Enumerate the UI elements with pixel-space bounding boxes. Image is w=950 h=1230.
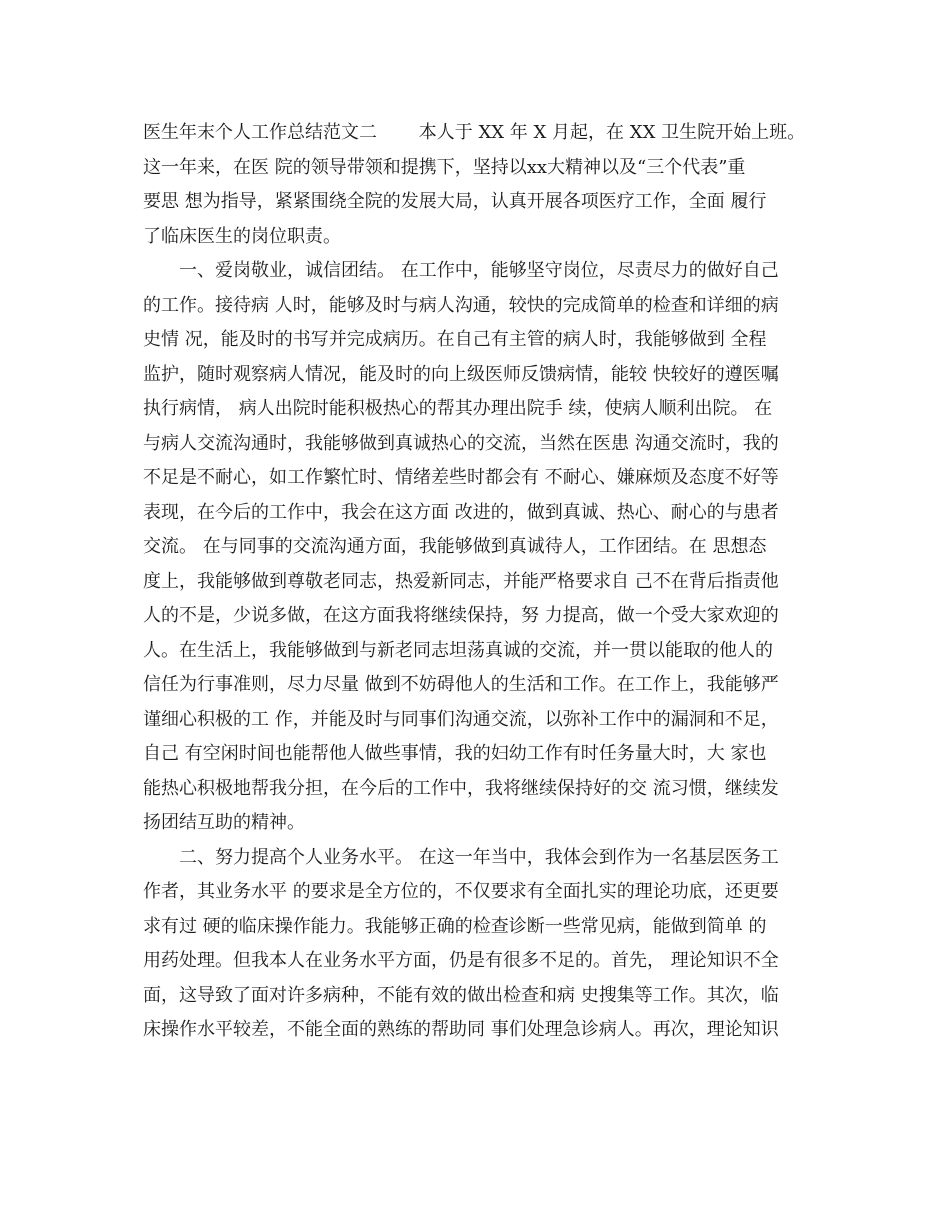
text-line: 床操作水平较差，不能全面的熟练的帮助同 事们处理急诊病人。再次，理论知识 xyxy=(143,1019,779,1040)
text-line: 信任为行事准则，尽力尽量 做到不妨碍他人的生活和工作。在工作上，我能够严 xyxy=(143,674,779,695)
text-line: 交流。 在与同事的交流沟通方面，我能够做到真诚待人，工作团结。在 思想态 xyxy=(143,536,767,557)
text-line: 扬团结互助的精神。 xyxy=(143,812,305,833)
text-line: 度上，我能够做到尊敬老同志，热爱新同志，并能严格要求自 己不在背后指责他 xyxy=(143,570,779,592)
section-heading-line: 二、努力提高个人业务水平。 在这一年当中，我体会到作为一名基层医务工 xyxy=(143,846,779,868)
document-body xyxy=(143,116,823,1048)
text-line: 自己 有空闲时间也能帮他人做些事情，我的妇幼工作有时任务量大时，大 家也 xyxy=(143,743,767,764)
text-line: 要思 想为指导，紧紧围绕全院的发展大局，认真开展各项医疗工作，全面 履行 xyxy=(143,191,767,212)
text-line: 史情 况，能及时的书写并完成病历。在自己有主管的病人时，我能够做到 全程 xyxy=(143,329,767,350)
text-line: 不足是不耐心，如工作繁忙时、情绪差些时都会有 不耐心、嫌麻烦及态度不好等 xyxy=(143,467,779,488)
text-line: 人。在生活上，我能够做到与新老同志坦荡真诚的交流，并一贯以能取的他人的 xyxy=(143,639,773,661)
text-line: 用药处理。但我本人在业务水平方面，仍是有很多不足的。首先， 理论知识不全 xyxy=(143,950,779,971)
text-line: 执行病情， 病人出院时能积极热心的帮其办理出院手 续，使病人顺利出院。 在 xyxy=(143,398,773,419)
text-line: 表现，在今后的工作中，我会在这方面 改进的，做到真诚、热心、耐心的与患者 xyxy=(143,501,779,523)
text-line: 人的不是，少说多做，在这方面我将继续保持，努 力提高，做一个受大家欢迎的 xyxy=(143,605,779,626)
text-line: 的工作。接待病 人时，能够及时与病人沟通，较快的完成简单的检查和详细的病 xyxy=(143,294,779,316)
text-line: 面，这导致了面对许多病种，不能有效的做出检查和病 史搜集等工作。其次，临 xyxy=(143,984,779,1006)
text-line: 能热心积极地帮我分担，在今后的工作中，我将继续保持好的交 流习惯，继续发 xyxy=(143,777,779,799)
text-line: 求有过 硬的临床操作能力。我能够正确的检查诊断一些常见病，能做到简单 的 xyxy=(143,915,767,937)
text-line: 监护，随时观察病人情况，能及时的向上级医师反馈病情，能较 快较好的遵医嘱 xyxy=(143,363,779,385)
text-line: 了临床医生的岗位职责。 xyxy=(143,225,341,247)
text-line-title: 医生年末个人工作总结范文二 本人于 XX 年 X 月起，在 XX 卫生院开始上班。 xyxy=(143,122,806,143)
text-line: 与病人交流沟通时，我能够做到真诚热心的交流，当然在医患 沟通交流时，我的 xyxy=(143,432,779,454)
section-heading-line: 一、爱岗敬业，诚信团结。 在工作中，能够坚守岗位，尽责尽力的做好自己 xyxy=(143,260,779,281)
text-line: 这一年来，在医 院的领导带领和提携下，坚持以xx大精神以及“三个代表”重 xyxy=(143,156,746,178)
text-line: 作者，其业务水平 的要求是全方位的，不仅要求有全面扎实的理论功底，还更要 xyxy=(143,881,779,902)
text-line: 谨细心积极的工 作，并能及时与同事们沟通交流，以弥补工作中的漏洞和不足， xyxy=(143,708,779,730)
